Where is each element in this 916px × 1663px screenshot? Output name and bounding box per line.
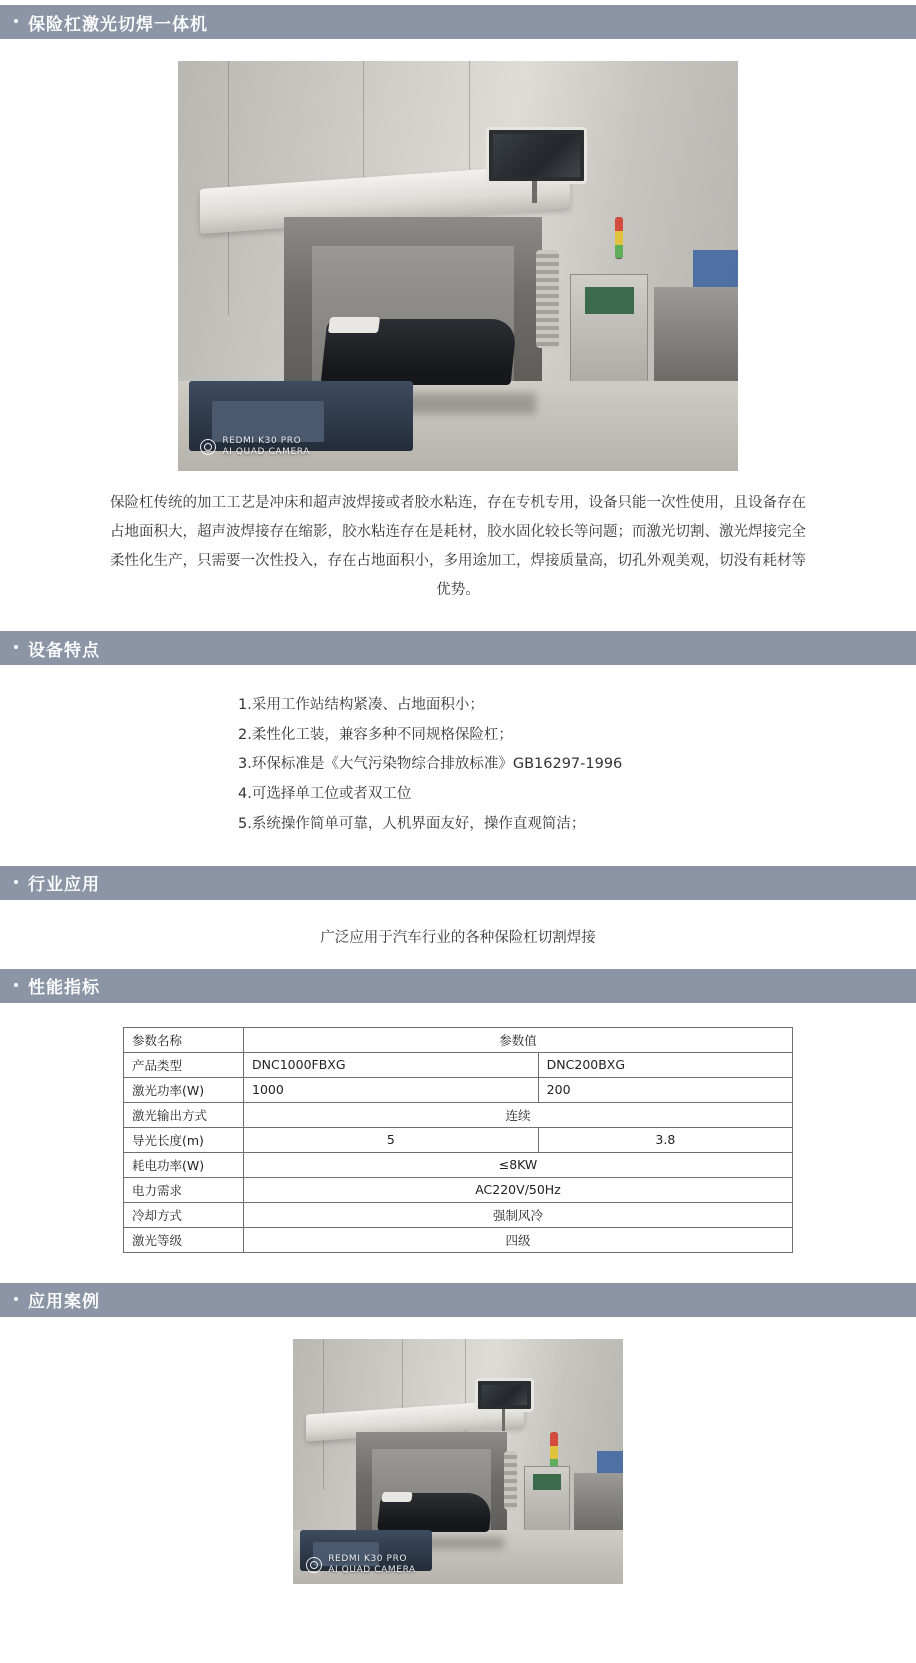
photo-control-cabinet xyxy=(524,1466,570,1540)
table-header-cell: 参数名称 xyxy=(124,1027,244,1052)
photo-monitor-screen xyxy=(493,134,580,177)
section-header-features xyxy=(0,631,916,665)
product-page xyxy=(0,5,916,1663)
table-row xyxy=(124,1127,793,1152)
photo-side-machine xyxy=(654,287,738,385)
table-cell-value: AC220V/50Hz xyxy=(244,1177,793,1202)
industry-text: 广泛应用于汽车行业的各种保险杠切割焊接 xyxy=(320,929,596,946)
table-row xyxy=(124,1152,793,1177)
photo-hmi-screen xyxy=(585,287,634,314)
table-cell-value: 1000 xyxy=(244,1077,539,1102)
features-title: 设备特点 xyxy=(28,640,100,661)
table-cell-label: 冷却方式 xyxy=(124,1202,244,1227)
photo-monitor xyxy=(486,127,587,184)
table-cell-label: 激光输出方式 xyxy=(124,1102,244,1127)
bullet-dot-icon xyxy=(14,983,18,987)
section-header-case xyxy=(0,1283,916,1317)
table-cell-value: DNC1000FBXG xyxy=(244,1052,539,1077)
section-header-product-title xyxy=(0,5,916,39)
table-cell-value: 200 xyxy=(538,1077,792,1102)
photo-monitor xyxy=(475,1378,534,1412)
photo-control-cabinet xyxy=(570,274,648,397)
page-title: 保险杠激光切焊一体机 xyxy=(28,14,208,35)
section-header-specs xyxy=(0,969,916,1003)
table-row xyxy=(124,1077,793,1102)
specs-title: 性能指标 xyxy=(28,978,100,999)
product-photo-main xyxy=(178,61,738,471)
industry-title: 行业应用 xyxy=(28,875,100,896)
table-row xyxy=(124,1052,793,1077)
photo-side-machine xyxy=(574,1473,624,1532)
list-item: 3.环保标准是《大气污染物综合排放标准》GB16297-1996 xyxy=(238,756,623,773)
table-row xyxy=(124,1177,793,1202)
table-cell-label: 电力需求 xyxy=(124,1177,244,1202)
bullet-dot-icon xyxy=(14,19,18,23)
bottom-spacer xyxy=(0,1592,916,1622)
bullet-dot-icon xyxy=(14,645,18,649)
spec-table xyxy=(123,1027,793,1253)
list-item: 4.可选择单工位或者双工位 xyxy=(238,786,412,803)
bullet-dot-icon xyxy=(14,880,18,884)
watermark-line-2: AI QUAD CAMERA xyxy=(328,1565,416,1575)
table-cell-value: 强制风冷 xyxy=(244,1202,793,1227)
photo-signal-tower-icon xyxy=(615,217,623,259)
table-cell-value: 5 xyxy=(244,1127,539,1152)
list-item: 5.系统操作简单可靠，人机界面友好，操作直观简洁； xyxy=(238,815,586,832)
photo-extraction-duct xyxy=(536,250,558,348)
features-list-container xyxy=(0,665,916,866)
table-cell-label: 耗电功率(W) xyxy=(124,1152,244,1177)
table-cell-label: 导光长度(m) xyxy=(124,1127,244,1152)
watermark-line-1: REDMI K30 PRO xyxy=(222,436,302,447)
table-cell-value: 3.8 xyxy=(538,1127,792,1152)
table-cell-label: 激光功率(W) xyxy=(124,1077,244,1102)
table-cell-value: 连续 xyxy=(244,1102,793,1127)
table-cell-value: ≤8KW xyxy=(244,1152,793,1177)
watermark-line-1: REDMI K30 PRO xyxy=(328,1553,408,1564)
intro-paragraph: 保险杠传统的加工工艺是冲床和超声波焊接或者胶水粘连，存在专机专用，设备只能一次性使用，且设备存在占地面积大，超声波焊接存在缩影，胶水粘连存在是耗材，胶水固化较长等问题；而激光切割、激光焊接完全柔性化生产，只需要一次性投入，存在占地面积小，多用途加工，焊接质量高，切孔外观美观，切没有耗材等优势。 xyxy=(110,495,806,598)
spec-table-container xyxy=(0,1003,916,1283)
table-row xyxy=(124,1102,793,1127)
camera-logo-icon xyxy=(200,439,216,455)
table-cell-value: DNC200BXG xyxy=(538,1052,792,1077)
product-photo-case xyxy=(293,1339,623,1584)
photo-extraction-duct xyxy=(504,1451,517,1510)
watermark-line-2: AI QUAD CAMERA xyxy=(222,447,311,458)
table-header-cell: 参数值 xyxy=(244,1027,793,1052)
camera-watermark xyxy=(306,1554,416,1577)
photo-hmi-screen xyxy=(533,1474,561,1490)
features-list xyxy=(238,691,678,840)
photo-monitor-screen xyxy=(482,1385,527,1405)
table-cell-label: 产品类型 xyxy=(124,1052,244,1077)
photo-bumper-highlight xyxy=(328,317,381,333)
case-title: 应用案例 xyxy=(28,1292,100,1313)
table-row xyxy=(124,1227,793,1252)
table-header-row xyxy=(124,1027,793,1052)
list-item: 2.柔性化工装，兼容多种不同规格保险杠； xyxy=(238,726,513,743)
table-row xyxy=(124,1202,793,1227)
camera-watermark xyxy=(200,436,310,459)
list-item: 1.采用工作站结构紧凑、占地面积小； xyxy=(238,697,484,713)
bullet-dot-icon xyxy=(14,1297,18,1301)
table-cell-label: 激光等级 xyxy=(124,1227,244,1252)
table-cell-value: 四级 xyxy=(244,1227,793,1252)
photo-bumper-highlight xyxy=(381,1492,412,1502)
section-header-industry xyxy=(0,866,916,900)
case-image-container xyxy=(0,1317,916,1592)
main-image-container xyxy=(0,39,916,479)
camera-logo-icon xyxy=(306,1557,322,1573)
